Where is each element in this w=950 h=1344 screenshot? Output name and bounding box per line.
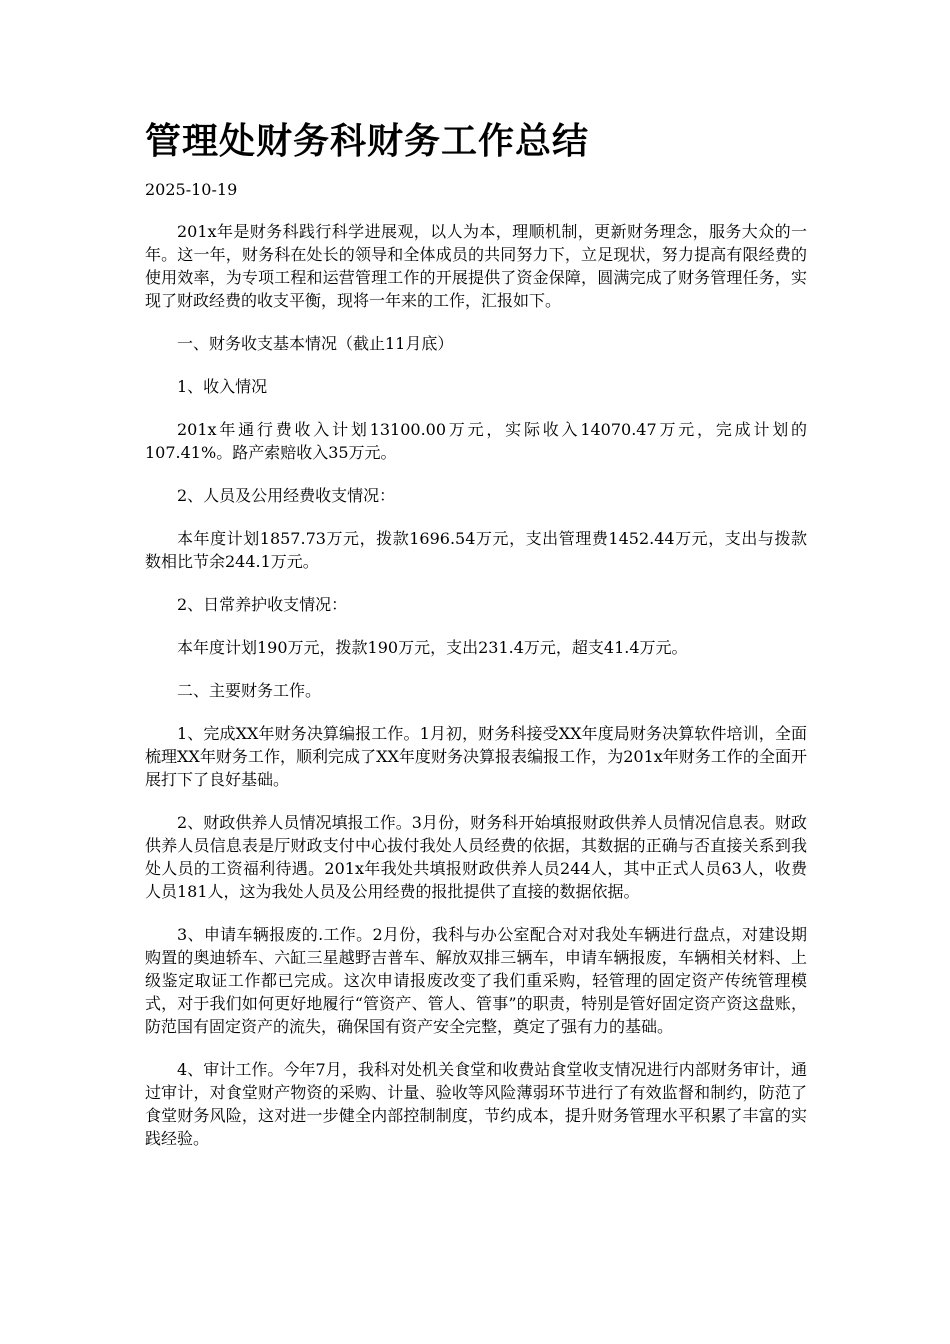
paragraph-work-2: 2、财政供养人员情况填报工作。3月份，财务科开始填报财政供养人员情况信息表。财政供养人员信息表是厅财政支付中心拔付我处人员经费的依据，其数据的正确与否直接关系到我处人员的工资福利待遇。201x年我处共填报财政供养人员244人，其中正式人员63人，收费人员181人，这为我处人员及公用经费的报批提供了直接的数据依据。 <box>145 813 807 901</box>
document-page <box>145 118 807 1170</box>
section-heading-main-work: 二、主要财务工作。 <box>177 681 322 700</box>
paragraph-work-1: 1、完成XX年财务决算编报工作。1月初，财务科接受XX年度局财务决算软件培训，全面梳理XX年财务工作，顺利完成了XX年度财务决算报表编报工作，为201x年财务工作的全面开展打下了良好基础。 <box>145 724 807 789</box>
subheading-personnel-funds: 2、人员及公用经费收支情况： <box>177 486 396 505</box>
paragraph-maintenance: 本年度计划190万元，拨款190万元，支出231.4万元，超支41.4万元。 <box>177 638 688 657</box>
paragraph-work-4: 4、审计工作。今年7月，我科对处机关食堂和收费站食堂收支情况进行内部财务审计，通过审计，对食堂财产物资的采购、计量、验收等风险薄弱环节进行了有效监督和制约，防范了食堂财务风险，这对进一步健全内部控制制度，节约成本，提升财务管理水平积累了丰富的实践经验。 <box>145 1060 807 1148</box>
paragraph-income: 201x年通行费收入计划13100.00万元，实际收入14070.47万元，完成计划的107.41%。路产索赔收入35万元。 <box>145 420 807 462</box>
section-heading-income-expense: 一、财务收支基本情况（截止11月底） <box>177 334 454 353</box>
paragraph-work-3: 3、申请车辆报废的.工作。2月份，我科与办公室配合对对我处车辆进行盘点，对建设期购置的奥迪轿车、六缸三星越野吉普车、解放双排三辆车，申请车辆报废，车辆相关材料、上级鉴定取证工作都已完成。这次申请报废改变了我们重采购，轻管理的固定资产传统管理模式，对于我们如何更好地履行“管资产、管人、管事”的职责，特别是管好固定资产资这盘账，防范国有固定资产的流失，确保国有资产安全完整，奠定了强有力的基础。 <box>145 925 807 1036</box>
document-date: 2025-10-19 <box>145 180 238 199</box>
paragraph-personnel-funds: 本年度计划1857.73万元，拨款1696.54万元，支出管理费1452.44万元，支出与拨款数相比节余244.1万元。 <box>145 529 807 571</box>
paragraph-intro: 201x年是财务科践行科学进展观，以人为本，理顺机制，更新财务理念，服务大众的一年。这一年，财务科在处长的领导和全体成员的共同努力下，立足现状，努力提高有限经费的使用效率，为专项工程和运营管理工作的开展提供了资金保障，圆满完成了财务管理任务，实现了财政经费的收支平衡，现将一年来的工作，汇报如下。 <box>145 222 807 310</box>
subheading-maintenance: 2、日常养护收支情况： <box>177 595 348 614</box>
subheading-income: 1、收入情况 <box>177 377 268 396</box>
document-title: 管理处财务科财务工作总结 <box>145 120 590 162</box>
